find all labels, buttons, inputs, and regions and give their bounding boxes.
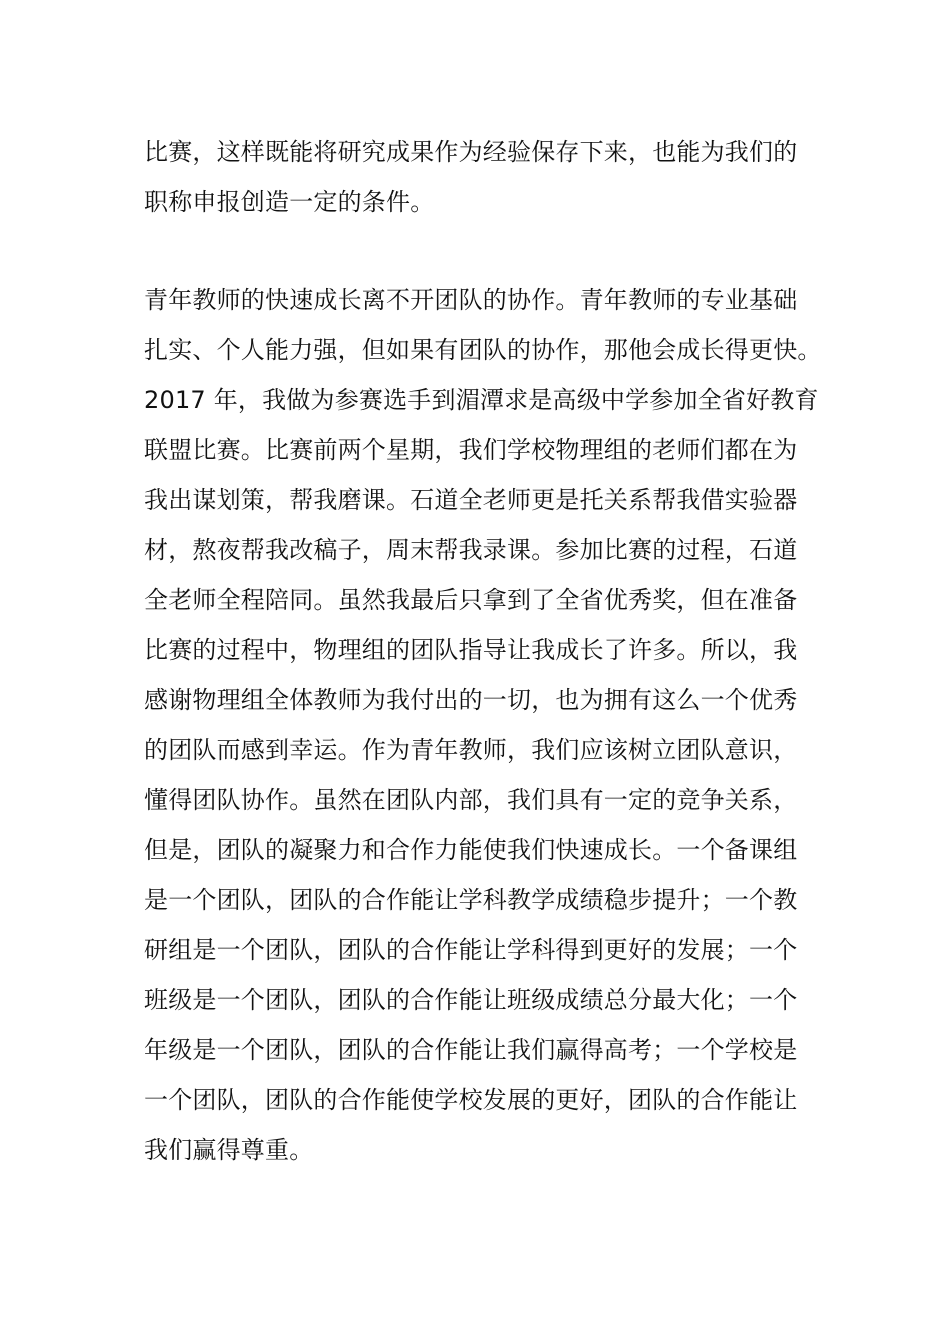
text-line: 但是，团队的凝聚力和合作力能使我们快速成长。一个备课组: [144, 836, 798, 864]
text-line: 一个团队，团队的合作能使学校发展的更好，团队的合作能让: [144, 1086, 798, 1114]
text-line: 材，熬夜帮我改稿子，周末帮我录课。参加比赛的过程，石道: [144, 536, 798, 564]
text-line: 我们赢得尊重。: [144, 1136, 314, 1164]
text-line: 青年教师的快速成长离不开团队的协作。青年教师的专业基础: [144, 286, 798, 314]
text-line: 班级是一个团队，团队的合作能让班级成绩总分最大化；一个: [144, 986, 798, 1014]
text-line: 扎实、个人能力强，但如果有团队的协作，那他会成长得更快。: [144, 336, 822, 364]
text-line: 我出谋划策，帮我磨课。石道全老师更是托关系帮我借实验器: [144, 486, 798, 514]
text-line: 2017 年，我做为参赛选手到湄潭求是高级中学参加全省好教育: [144, 386, 819, 414]
text-line: 全老师全程陪同。虽然我最后只拿到了全省优秀奖，但在准备: [144, 586, 798, 614]
text-line: 感谢物理组全体教师为我付出的一切，也为拥有这么一个优秀: [144, 686, 798, 714]
text-line: 比赛的过程中，物理组的团队指导让我成长了许多。所以，我: [144, 636, 798, 664]
text-line: 研组是一个团队，团队的合作能让学科得到更好的发展；一个: [144, 936, 798, 964]
text-line: 懂得团队协作。虽然在团队内部，我们具有一定的竞争关系，: [144, 786, 798, 814]
paragraph-1: [144, 127, 824, 227]
text-line: 联盟比赛。比赛前两个星期，我们学校物理组的老师们都在为: [144, 436, 798, 464]
text-line: 是一个团队，团队的合作能让学科教学成绩稳步提升；一个教: [144, 886, 798, 914]
text-line: 职称申报创造一定的条件。: [144, 188, 435, 216]
text-line: 的团队而感到幸运。作为青年教师，我们应该树立团队意识，: [144, 736, 798, 764]
text-line: 年级是一个团队，团队的合作能让我们赢得高考；一个学校是: [144, 1036, 798, 1064]
text-line: 比赛，这样既能将研究成果作为经验保存下来，也能为我们的: [144, 138, 798, 166]
paragraph-2: [144, 275, 824, 1175]
